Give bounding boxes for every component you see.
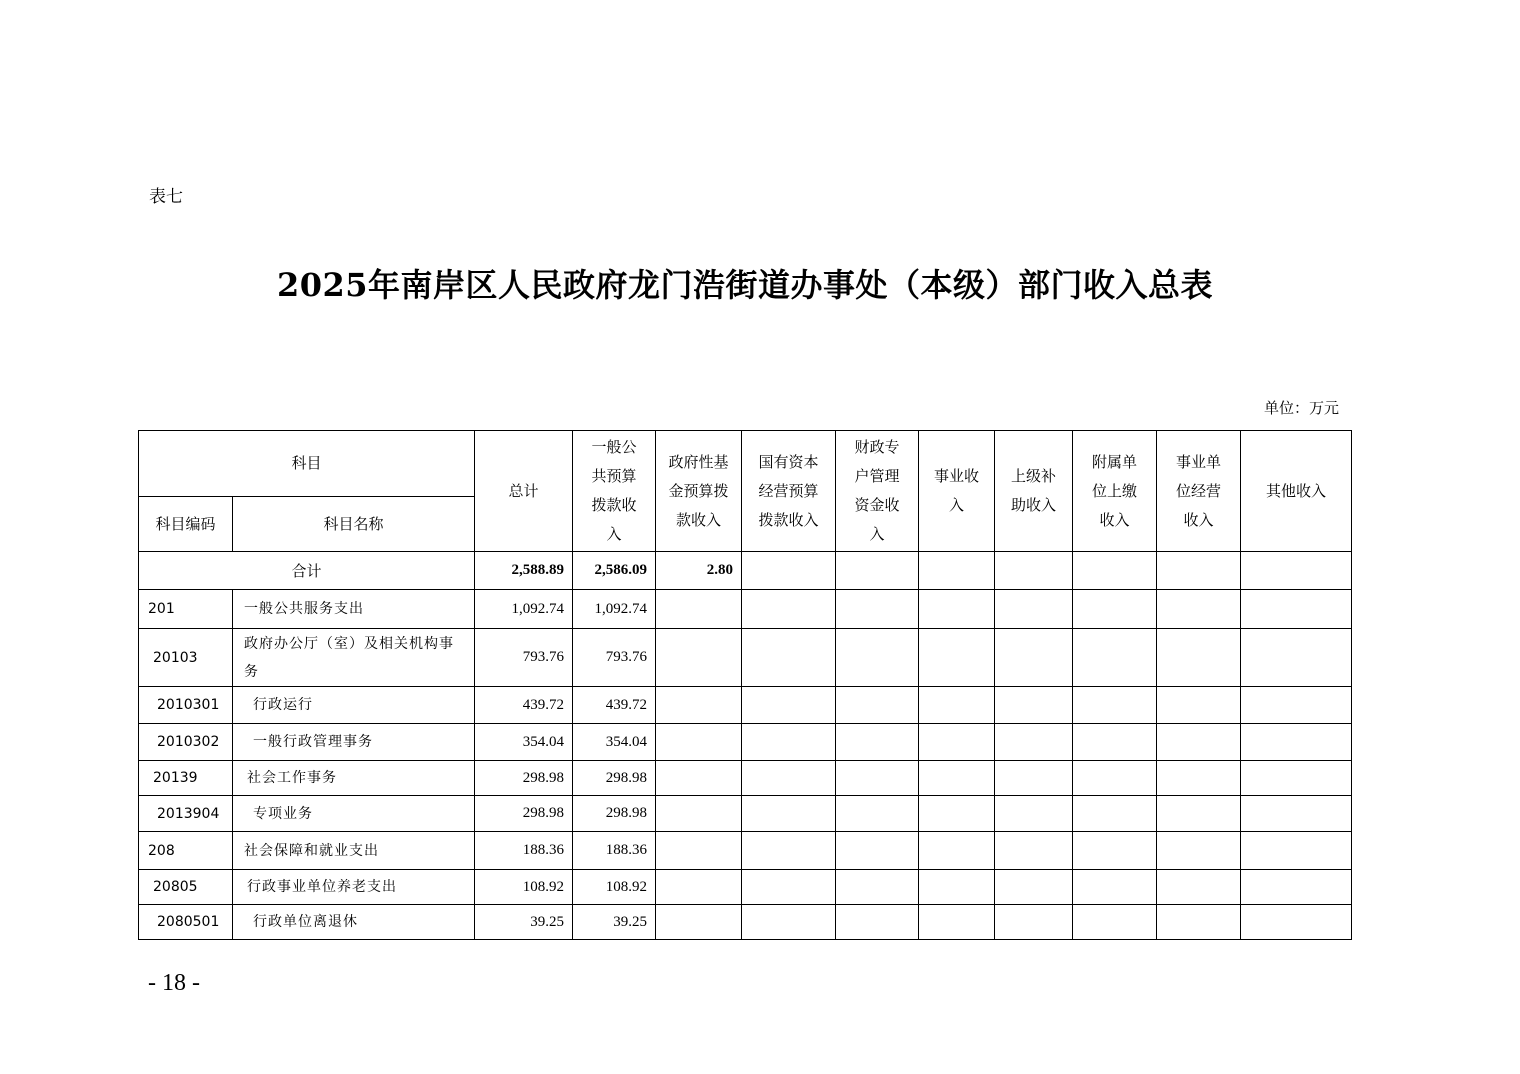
table-row bbox=[139, 724, 1352, 761]
page-title: 2025年南岸区人民政府龙门浩街道办事处（本级）部门收入总表 bbox=[276, 266, 1214, 304]
header-business-income: 事业收入 bbox=[919, 431, 995, 552]
header-gov-fund: 政府性基金预算拨款收入 bbox=[656, 431, 742, 552]
total-general-budget: 2,586.09 bbox=[573, 552, 656, 590]
table-row bbox=[139, 905, 1352, 940]
row-code: 208 bbox=[139, 832, 233, 870]
row-total: 354.04 bbox=[475, 724, 573, 761]
row-name: 一般行政管理事务 bbox=[233, 724, 475, 761]
unit-label: 单位：万元 bbox=[1263, 399, 1339, 417]
row-code: 2010301 bbox=[139, 687, 233, 724]
header-subject: 科目 bbox=[139, 431, 475, 497]
header-business-operation: 事业单位经营收入 bbox=[1157, 431, 1241, 552]
row-code: 20805 bbox=[139, 870, 233, 905]
header-superior-subsidy: 上级补助收入 bbox=[995, 431, 1073, 552]
total-row bbox=[139, 552, 1352, 590]
header-subject-name: 科目名称 bbox=[233, 497, 475, 552]
row-general-budget: 298.98 bbox=[573, 796, 656, 832]
table-row bbox=[139, 832, 1352, 870]
row-general-budget: 39.25 bbox=[573, 905, 656, 940]
row-name: 专项业务 bbox=[233, 796, 475, 832]
row-code: 20103 bbox=[139, 629, 233, 687]
header-state-capital: 国有资本经营预算拨款收入 bbox=[742, 431, 836, 552]
header-total: 总计 bbox=[475, 431, 573, 552]
row-general-budget: 793.76 bbox=[573, 629, 656, 687]
row-general-budget: 354.04 bbox=[573, 724, 656, 761]
row-total: 298.98 bbox=[475, 761, 573, 796]
total-gov-fund: 2.80 bbox=[656, 552, 742, 590]
table-row bbox=[139, 761, 1352, 796]
row-total: 108.92 bbox=[475, 870, 573, 905]
row-name: 行政运行 bbox=[233, 687, 475, 724]
row-total: 298.98 bbox=[475, 796, 573, 832]
table-row bbox=[139, 796, 1352, 832]
row-general-budget: 439.72 bbox=[573, 687, 656, 724]
row-general-budget: 108.92 bbox=[573, 870, 656, 905]
row-code: 2013904 bbox=[139, 796, 233, 832]
total-label: 合计 bbox=[139, 552, 475, 590]
row-name: 社会保障和就业支出 bbox=[233, 832, 475, 870]
total-value: 2,588.89 bbox=[475, 552, 573, 590]
row-code: 20139 bbox=[139, 761, 233, 796]
row-general-budget: 298.98 bbox=[573, 761, 656, 796]
page-number: - 18 - bbox=[148, 970, 200, 996]
table-row bbox=[139, 870, 1352, 905]
table-row bbox=[139, 590, 1352, 629]
header-general-budget: 一般公共预算拨款收入 bbox=[573, 431, 656, 552]
row-code: 2010302 bbox=[139, 724, 233, 761]
header-subject-code: 科目编码 bbox=[139, 497, 233, 552]
income-summary-table bbox=[138, 430, 1352, 940]
header-fiscal-special: 财政专户管理资金收入 bbox=[836, 431, 919, 552]
row-total: 1,092.74 bbox=[475, 590, 573, 629]
row-total: 188.36 bbox=[475, 832, 573, 870]
row-name: 社会工作事务 bbox=[233, 761, 475, 796]
row-general-budget: 1,092.74 bbox=[573, 590, 656, 629]
row-name: 行政事业单位养老支出 bbox=[233, 870, 475, 905]
row-name: 一般公共服务支出 bbox=[233, 590, 475, 629]
header-other-income: 其他收入 bbox=[1241, 431, 1352, 552]
table-row bbox=[139, 629, 1352, 687]
row-general-budget: 188.36 bbox=[573, 832, 656, 870]
table-row bbox=[139, 687, 1352, 724]
row-total: 439.72 bbox=[475, 687, 573, 724]
row-total: 39.25 bbox=[475, 905, 573, 940]
header-affiliated-unit: 附属单位上缴收入 bbox=[1073, 431, 1157, 552]
row-name: 政府办公厅（室）及相关机构事务 bbox=[233, 629, 475, 687]
row-name: 行政单位离退休 bbox=[233, 905, 475, 940]
row-code: 201 bbox=[139, 590, 233, 629]
row-code: 2080501 bbox=[139, 905, 233, 940]
row-total: 793.76 bbox=[475, 629, 573, 687]
table-label: 表七 bbox=[149, 187, 183, 207]
